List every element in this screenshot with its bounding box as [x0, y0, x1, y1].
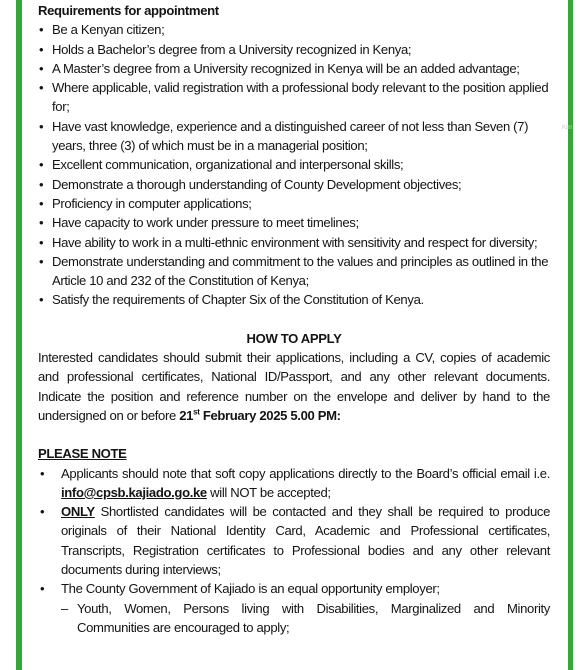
list-item: • Have vast knowledge, experience and a distinguished career of not less than Seven (7) years, three (3) of which must be in a managerial position; [38, 117, 550, 156]
note-email-text: Applicants should note that soft copy applications directly to the Board’s official email i.e. [61, 465, 550, 481]
note-shortlist-text: Shortlisted candidates will be contacted and they shall be required to produce originals of their National Identity Card, Academic and Professional certificates, Transcripts, Registration certificates to Professional bodies and any other relevant documents during interviews; [61, 504, 551, 578]
left-green-border [16, 0, 22, 670]
list-item: • Holds a Bachelor’s degree from a University recognized in Kenya; [38, 40, 550, 59]
sub-list [61, 599, 550, 638]
list-item: • Be a Kenyan citizen; [38, 20, 550, 39]
sub-list-item: – Youth, Women, Persons living with Disabilities, Marginalized and Minority Communities are encouraged to apply; [61, 599, 550, 638]
list-item: • Have ability to work in a multi-ethnic environment with sensitivity and respect for diversity; [38, 233, 550, 252]
requirements-list [38, 20, 550, 309]
note-email-after: will NOT be accepted; [210, 484, 331, 500]
list-item: • Have capacity to work under pressure to meet timelines; [38, 213, 550, 232]
list-item [38, 579, 550, 637]
watermark-text: Kim [562, 125, 573, 131]
document-body [38, 1, 550, 637]
list-item [38, 464, 550, 503]
how-to-apply-body: Interested candidates should submit their applications, including a CV, copies of academic and professional certificates, National ID/Passport, and any other relevant documents. Indicate the position and reference number on the envelope and deliver by hand to the undersigned on or before [38, 350, 550, 423]
note-equal-opportunity: The County Government of Kajiado is an equal opportunity employer; [61, 581, 440, 597]
please-note-list [38, 464, 550, 638]
how-to-apply-paragraph [38, 348, 550, 425]
deadline-suffix: st [193, 407, 200, 417]
right-green-border [568, 0, 573, 670]
deadline-rest: February 2025 5.00 PM: [202, 407, 341, 423]
list-item: • Demonstrate a thorough understanding of County Development objectives; [38, 175, 550, 194]
list-item: • Where applicable, valid registration with a professional body relevant to the position applied for; [38, 78, 550, 117]
list-item: • Satisfy the requirements of Chapter Six of the Constitution of Kenya. [38, 290, 550, 309]
list-item: • Proficiency in computer applications; [38, 194, 550, 213]
deadline [179, 408, 340, 423]
deadline-day: 21 [179, 407, 194, 423]
list-item: • A Master’s degree from a University recognized in Kenya will be an added advantage; [38, 59, 550, 78]
how-to-apply-heading: HOW TO APPLY [246, 330, 342, 346]
list-item: • Demonstrate understanding and commitment to the values and principles as outlined in the Article 10 and 232 of the Constitution of Kenya; [38, 252, 550, 291]
please-note-heading: PLEASE NOTE [38, 446, 127, 462]
list-item [38, 502, 550, 579]
requirements-heading: Requirements for appointment [38, 3, 219, 18]
only-emphasis: ONLY [61, 504, 95, 520]
list-item: • Excellent communication, organizational and interpersonal skills; [38, 155, 550, 174]
email-link[interactable]: info@cpsb.kajiado.go.ke [61, 484, 207, 500]
